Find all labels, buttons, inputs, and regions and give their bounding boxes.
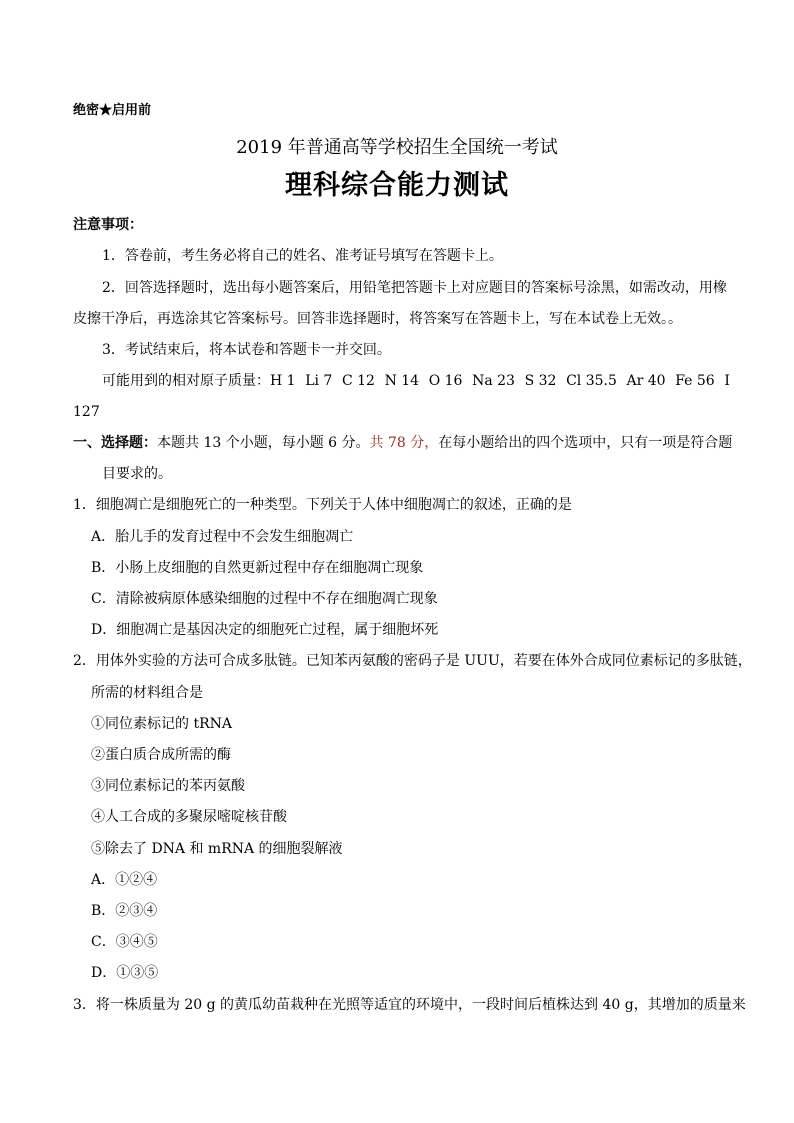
section-heading xyxy=(73,436,732,450)
q2-item-5: ⑤除去了 DNA 和 mRNA 的细胞裂解液 xyxy=(91,841,343,857)
notice-item-1: 1．答卷前，考生务必将自己的姓名、准考证号填写在答题卡上。 xyxy=(102,248,503,264)
q2-stem: 2．用体外实验的方法可合成多肽链。已知苯丙氨酸的密码子是 UUU，若要在体外合成同位素标记的多肽链， xyxy=(73,653,752,669)
atomic-mass-item: S 32 xyxy=(524,373,557,389)
q2-item-3: ③同位素标记的苯丙氨酸 xyxy=(91,778,245,794)
atomic-mass-item: O 16 xyxy=(428,373,463,389)
q2-option-c: C．③④⑤ xyxy=(91,934,158,950)
notice-item-2: 2．回答选择题时，选出每小题答案后，用铅笔把答题卡上对应题目的答案标号涂黑，如需改动，用橡 xyxy=(102,280,727,296)
atomic-mass-item: Fe 56 xyxy=(675,373,715,389)
notice-heading: 注意事项： xyxy=(73,217,143,233)
q1-option-b: B．小肠上皮细胞的自然更新过程中存在细胞凋亡现象 xyxy=(91,560,424,576)
confidential-label: 绝密★启用前 xyxy=(73,103,152,118)
atomic-mass-item: N 14 xyxy=(384,373,420,389)
q1-option-c: C．清除被病原体感染细胞的过程中不存在细胞凋亡现象 xyxy=(91,591,438,607)
section-desc-2: 在每小题给出的四个选项中，只有一项是符合题 xyxy=(438,435,733,451)
q1-option-d: D．细胞凋亡是基因决定的细胞死亡过程，属于细胞坏死 xyxy=(91,622,439,638)
atomic-mass-item: I xyxy=(724,373,730,389)
atomic-mass-item: Cl 35.5 xyxy=(566,373,617,389)
atomic-mass-row xyxy=(102,374,730,388)
notice-item-3: 3．考试结束后，将本试卷和答题卡一并交回。 xyxy=(102,342,391,358)
atomic-mass-item: Na 23 xyxy=(472,373,515,389)
q1-stem: 1．细胞凋亡是细胞死亡的一种类型。下列关于人体中细胞凋亡的叙述，正确的是 xyxy=(73,497,572,513)
q2-option-d: D．①③⑤ xyxy=(91,965,159,981)
q2-item-4: ④人工合成的多聚尿嘧啶核苷酸 xyxy=(91,809,287,825)
q3-stem: 3．将一株质量为 20 g 的黄瓜幼苗栽种在光照等适宜的环境中，一段时间后植株达到 40 g，其增加的质量来 xyxy=(73,997,746,1013)
q2-item-2: ②蛋白质合成所需的酶 xyxy=(91,747,231,763)
atomic-mass-tail: 127 xyxy=(73,404,100,420)
main-title: 理科综合能力测试 xyxy=(285,170,509,201)
q2-option-a: A．①②④ xyxy=(91,872,158,888)
section-desc: 本题共 13 个小题，每小题 6 分。 xyxy=(157,435,370,451)
exam-title: 2019 年普通高等学校招生全国统一考试 xyxy=(236,137,558,158)
section-total: 共 78 分， xyxy=(369,435,439,451)
q1-option-a: A．胎儿手的发育过程中不会发生细胞凋亡 xyxy=(91,529,354,545)
section-heading-cont: 目要求的。 xyxy=(102,466,172,482)
atomic-mass-item: Ar 40 xyxy=(626,373,666,389)
atomic-mass-item: C 12 xyxy=(341,373,375,389)
q2-item-1: ①同位素标记的 tRNA xyxy=(91,716,232,732)
q2-option-b: B．②③④ xyxy=(91,903,158,919)
section-label: 一、选择题： xyxy=(73,435,157,451)
atomic-mass-label: 可能用到的相对原子质量：H 1 xyxy=(102,373,296,389)
atomic-mass-item: Li 7 xyxy=(305,373,333,389)
q2-stem-cont: 所需的材料组合是 xyxy=(91,685,203,701)
notice-item-2-cont: 皮擦干净后，再选涂其它答案标号。回答非选择题时，将答案写在答题卡上，写在本试卷上无效。。 xyxy=(73,311,682,327)
atomic-mass-line xyxy=(102,374,730,388)
